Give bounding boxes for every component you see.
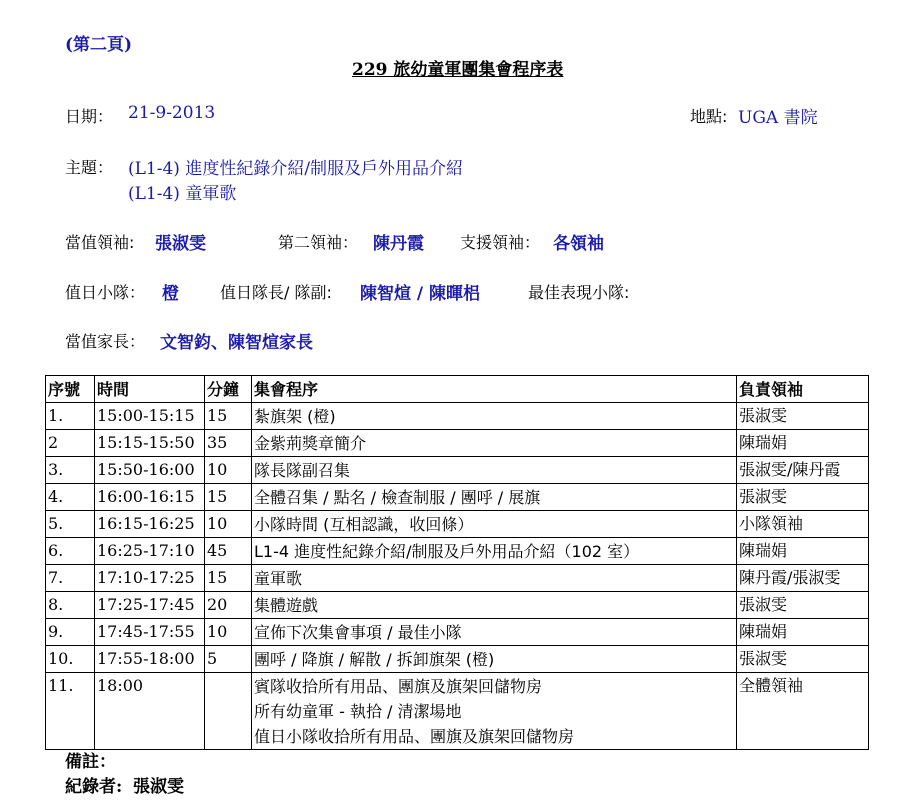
cell-no: 5. <box>46 511 95 538</box>
document-title: 229 旅幼童軍團集會程序表 <box>352 60 564 80</box>
duty-patrol-label: 值日小隊： <box>65 283 146 302</box>
program-line: L1-4 進度性紀錄介紹/制服及戶外用品介紹（102 室） <box>254 542 640 561</box>
duty-leader-label: 當值領袖: <box>65 233 135 252</box>
table-row <box>46 430 869 457</box>
program-line: 小隊時間 (互相認識，收回條） <box>254 515 474 534</box>
patrol-leader-label: 值日隊長/ 隊副: <box>220 283 332 302</box>
program-line: 團呼 / 降旗 / 解散 / 拆卸旗架 (橙) <box>254 650 495 669</box>
cell-program <box>252 592 737 619</box>
program-line: 隊長隊副召集 <box>254 461 351 480</box>
date-value: 21-9-2013 <box>128 103 216 123</box>
program-line: 宣佈下次集會事項 / 最佳小隊 <box>254 623 462 642</box>
duty-parent-label: 當值家長： <box>65 332 146 351</box>
program-line: 全體召集 / 點名 / 檢查制服 / 團呼 / 展旗 <box>254 488 541 507</box>
cell-no: 11. <box>46 673 95 750</box>
support-leader-label: 支援領袖： <box>460 233 541 252</box>
patrol-leader-value: 陳智煊 / 陳暉梠 <box>360 284 481 304</box>
support-leader-value: 各領袖 <box>553 234 604 254</box>
cell-minutes: 15 <box>205 565 252 592</box>
cell-program <box>252 646 737 673</box>
table-row <box>46 619 869 646</box>
table-row <box>46 592 869 619</box>
cell-time: 17:55-18:00 <box>95 646 205 673</box>
remarks-label: 備註： <box>65 752 116 772</box>
table-row <box>46 457 869 484</box>
cell-time: 17:25-17:45 <box>95 592 205 619</box>
header-time: 時間 <box>95 376 205 403</box>
cell-minutes: 10 <box>205 511 252 538</box>
second-leader-value: 陳丹霞 <box>373 234 424 254</box>
duty-patrol-value: 橙 <box>162 284 179 304</box>
cell-leader: 小隊領袖 <box>737 511 869 538</box>
cell-leader: 張淑雯 <box>737 403 869 430</box>
cell-minutes: 45 <box>205 538 252 565</box>
cell-time: 16:15-16:25 <box>95 511 205 538</box>
program-line: 值日小隊收拾所有用品、團旗及旗架回儲物房 <box>254 727 575 746</box>
program-line: 紮旗架 (橙) <box>254 407 336 426</box>
cell-leader: 陳丹霞/張淑雯 <box>737 565 869 592</box>
table-row <box>46 538 869 565</box>
cell-program <box>252 484 737 511</box>
cell-time: 16:00-16:15 <box>95 484 205 511</box>
table-header-row <box>46 376 869 403</box>
header-program: 集會程序 <box>252 376 737 403</box>
page-label: (第二頁) <box>65 35 133 55</box>
cell-leader: 張淑雯/陳丹霞 <box>737 457 869 484</box>
cell-no: 3. <box>46 457 95 484</box>
cell-no: 7. <box>46 565 95 592</box>
header-minutes: 分鐘 <box>205 376 252 403</box>
table-row <box>46 403 869 430</box>
cell-program <box>252 565 737 592</box>
best-patrol-label: 最佳表現小隊: <box>528 283 630 302</box>
cell-program <box>252 430 737 457</box>
cell-no: 1. <box>46 403 95 430</box>
cell-time: 17:10-17:25 <box>95 565 205 592</box>
cell-minutes: 15 <box>205 484 252 511</box>
cell-no: 6. <box>46 538 95 565</box>
cell-minutes: 35 <box>205 430 252 457</box>
table-row <box>46 511 869 538</box>
venue-value: UGA 書院 <box>738 108 818 128</box>
duty-parent-value: 文智鈞、陳智煊家長 <box>160 333 313 353</box>
table-row <box>46 565 869 592</box>
theme-label: 主題： <box>65 158 114 177</box>
program-line: 童軍歌 <box>254 569 303 588</box>
duty-leader-value: 張淑雯 <box>155 234 206 254</box>
recorder-value: 張淑雯 <box>133 777 184 797</box>
cell-minutes <box>205 673 252 750</box>
second-leader-label: 第二領袖： <box>278 233 359 252</box>
cell-program <box>252 538 737 565</box>
cell-leader: 陳瑞娟 <box>737 619 869 646</box>
table-row <box>46 646 869 673</box>
date-label: 日期： <box>65 107 114 126</box>
header-no: 序號 <box>46 376 95 403</box>
cell-time: 15:15-15:50 <box>95 430 205 457</box>
program-line: 集體遊戲 <box>254 596 319 615</box>
cell-time: 16:25-17:10 <box>95 538 205 565</box>
theme-line-2: (L1-4) 童軍歌 <box>128 184 237 204</box>
cell-minutes: 5 <box>205 646 252 673</box>
cell-no: 8. <box>46 592 95 619</box>
cell-program <box>252 619 737 646</box>
cell-no: 2 <box>46 430 95 457</box>
table-row <box>46 484 869 511</box>
cell-time: 15:00-15:15 <box>95 403 205 430</box>
cell-time: 18:00 <box>95 673 205 750</box>
table-row <box>46 673 869 750</box>
cell-leader: 張淑雯 <box>737 646 869 673</box>
cell-time: 15:50-16:00 <box>95 457 205 484</box>
cell-minutes: 20 <box>205 592 252 619</box>
cell-program <box>252 403 737 430</box>
cell-time: 17:45-17:55 <box>95 619 205 646</box>
cell-minutes: 15 <box>205 403 252 430</box>
schedule-table <box>45 375 869 750</box>
cell-leader: 陳瑞娟 <box>737 538 869 565</box>
cell-no: 9. <box>46 619 95 646</box>
cell-leader: 張淑雯 <box>737 592 869 619</box>
recorder-label: 紀錄者: <box>65 777 123 797</box>
cell-leader: 陳瑞娟 <box>737 430 869 457</box>
header-leader: 負責領袖 <box>737 376 869 403</box>
cell-leader: 張淑雯 <box>737 484 869 511</box>
cell-leader: 全體領袖 <box>737 673 869 750</box>
program-line: 賓隊收拾所有用品、團旗及旗架回儲物房 <box>254 677 543 696</box>
theme-line-1: (L1-4) 進度性紀錄介紹/制服及戶外用品介紹 <box>128 159 464 179</box>
venue-label: 地點: <box>690 107 728 126</box>
cell-no: 4. <box>46 484 95 511</box>
cell-no: 10. <box>46 646 95 673</box>
cell-program <box>252 673 737 750</box>
cell-program <box>252 511 737 538</box>
cell-minutes: 10 <box>205 457 252 484</box>
program-line: 金紫荊獎章簡介 <box>254 434 367 453</box>
program-line: 所有幼童軍 - 執拾 / 清潔場地 <box>254 702 462 721</box>
cell-minutes: 10 <box>205 619 252 646</box>
cell-program <box>252 457 737 484</box>
